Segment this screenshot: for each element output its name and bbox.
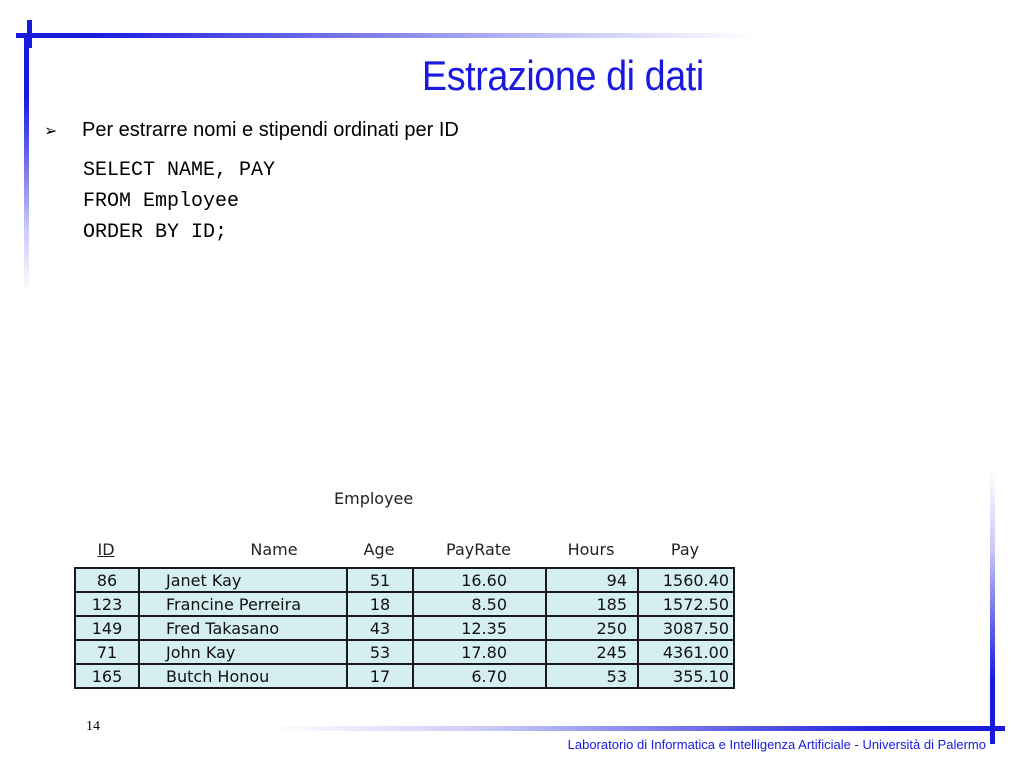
column-header-pay: Pay	[670, 540, 700, 559]
cell-pay: 4361.00	[638, 640, 734, 664]
column-header-id: ID	[97, 540, 115, 559]
cell-id: 165	[75, 664, 139, 688]
cell-name: Janet Kay	[139, 568, 347, 592]
cell-id: 86	[75, 568, 139, 592]
table-row	[75, 664, 734, 688]
cell-age: 43	[347, 616, 413, 640]
table-row	[75, 592, 734, 616]
bullet-item	[44, 119, 459, 142]
sql-code-block	[83, 155, 275, 248]
cell-payrate: 17.80	[413, 640, 546, 664]
cell-payrate: 16.60	[413, 568, 546, 592]
employee-table	[74, 567, 735, 689]
cell-id: 149	[75, 616, 139, 640]
cell-name: Butch Honou	[139, 664, 347, 688]
cell-age: 18	[347, 592, 413, 616]
cell-payrate: 6.70	[413, 664, 546, 688]
cell-name: Fred Takasano	[139, 616, 347, 640]
table-caption: Employee	[334, 489, 414, 508]
cell-hours: 53	[546, 664, 638, 688]
footer-text: Laboratorio di Informatica e Intelligenza Artificiale - Università di Palermo	[567, 737, 986, 752]
cell-id: 123	[75, 592, 139, 616]
cell-hours: 94	[546, 568, 638, 592]
frame-right-line	[990, 470, 995, 732]
column-header-hours: Hours	[567, 540, 615, 559]
slide-title: Estrazione di dati	[421, 52, 704, 99]
cell-hours: 185	[546, 592, 638, 616]
cell-id: 71	[75, 640, 139, 664]
code-line: SELECT NAME, PAY	[83, 159, 276, 182]
frame-bottom-tick	[990, 714, 995, 744]
code-line: ORDER BY ID;	[83, 221, 228, 244]
cell-pay: 1572.50	[638, 592, 734, 616]
page-number: 14	[86, 719, 100, 734]
cell-hours: 245	[546, 640, 638, 664]
cell-age: 53	[347, 640, 413, 664]
column-header-age: Age	[363, 540, 395, 559]
frame-bottom-line	[270, 726, 1005, 731]
table-column-headers	[74, 540, 733, 564]
cell-pay: 355.10	[638, 664, 734, 688]
cell-hours: 250	[546, 616, 638, 640]
arrow-bullet-icon: ➢	[44, 123, 58, 140]
table-row	[75, 640, 734, 664]
cell-name: John Kay	[139, 640, 347, 664]
cell-pay: 3087.50	[638, 616, 734, 640]
cell-age: 17	[347, 664, 413, 688]
frame-top-line	[16, 33, 756, 38]
code-line: FROM Employee	[83, 190, 240, 213]
column-header-name: Name	[250, 540, 298, 559]
cell-payrate: 12.35	[413, 616, 546, 640]
table-row	[75, 568, 734, 592]
cell-name: Francine Perreira	[139, 592, 347, 616]
bullet-text: Per estrarre nomi e stipendi ordinati per ID	[82, 119, 459, 141]
table-row	[75, 616, 734, 640]
cell-payrate: 8.50	[413, 592, 546, 616]
frame-left-line	[24, 33, 29, 293]
cell-age: 51	[347, 568, 413, 592]
cell-pay: 1560.40	[638, 568, 734, 592]
column-header-payrate: PayRate	[446, 540, 511, 559]
